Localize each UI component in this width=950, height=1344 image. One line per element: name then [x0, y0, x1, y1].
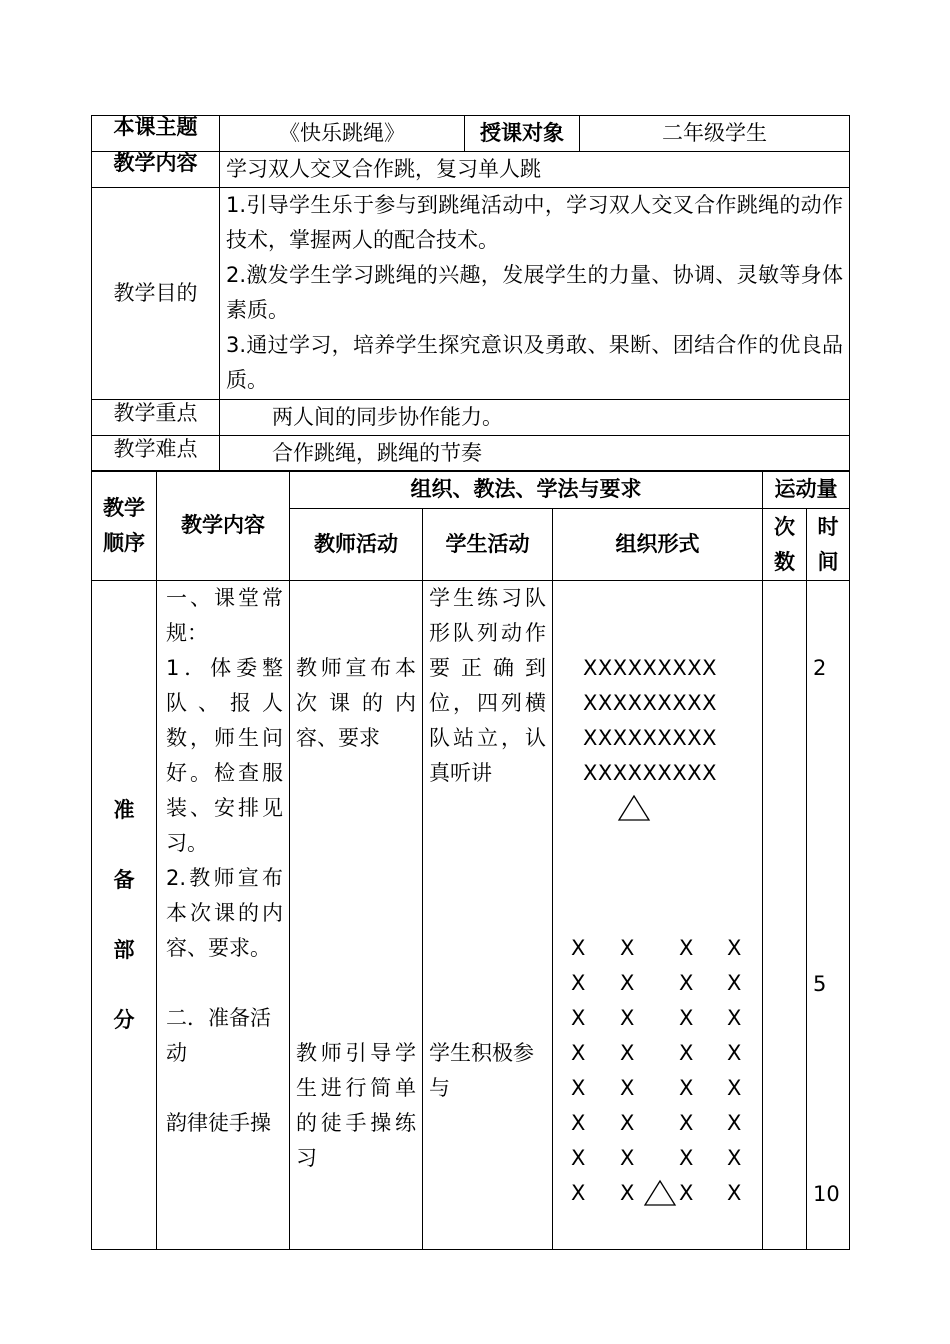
- topic-label: 本课主题: [92, 116, 220, 152]
- student-mark: X: [620, 1076, 635, 1100]
- student-mark: X: [571, 971, 586, 995]
- key-value: 两人间的同步协作能力。: [220, 400, 850, 436]
- student-mark: X: [679, 1181, 694, 1205]
- audience-value: 二年级学生: [580, 116, 850, 152]
- student-mark: X: [571, 1146, 586, 1170]
- teacher-activity-2: 教师引导学生进行简单的徒手操练习: [296, 1041, 416, 1170]
- warmup-text: 二．准备活动: [166, 1006, 271, 1065]
- header-content: 教学内容: [157, 471, 290, 581]
- routine-text: 一、课堂常规： 1．体委整队、报人数，师生问好。检查服装、安排见习。 2.教师宣布本次课的内容、要求。: [166, 586, 283, 960]
- lesson-main-table: [91, 470, 850, 1250]
- student-mark: X: [727, 1041, 742, 1065]
- topic-value: 《快乐跳绳》: [220, 116, 465, 152]
- student-activity: [423, 581, 553, 1250]
- student-mark: X: [679, 1076, 694, 1100]
- student-mark: X: [571, 936, 586, 960]
- goal-item: 3.通过学习，培养学生探究意识及勇敢、果断、团结合作的优良品质。: [226, 333, 843, 392]
- student-mark: X: [727, 1076, 742, 1100]
- student-mark: X: [571, 1181, 586, 1205]
- student-mark: X: [727, 1181, 742, 1205]
- student-mark: X: [727, 936, 742, 960]
- student-mark: X: [727, 971, 742, 995]
- formation-row: XXXXXXXXX: [583, 726, 717, 750]
- header-order: 教学 顺序: [92, 471, 157, 581]
- student-mark: X: [679, 1041, 694, 1065]
- student-mark: X: [679, 1146, 694, 1170]
- content-label: 教学内容: [92, 152, 220, 188]
- student-mark: X: [679, 1111, 694, 1135]
- student-mark: X: [620, 1041, 635, 1065]
- section-content: [157, 581, 290, 1250]
- formation-row: XXXXXXXXX: [583, 691, 717, 715]
- formation-diagram: [553, 581, 763, 1250]
- student-mark: X: [727, 1111, 742, 1135]
- time-value: 10: [813, 1182, 840, 1206]
- goal-item: 2.激发学生学习跳绳的兴趣，发展学生的力量、协调、灵敏等身体素质。: [226, 263, 843, 322]
- section-char: 部: [113, 938, 135, 962]
- student-mark: X: [620, 1006, 635, 1030]
- section-label: [92, 581, 157, 1250]
- teacher-activity-1: 教师宣布本次课的内容、要求: [296, 656, 416, 750]
- times-column: [763, 581, 807, 1250]
- time-value: 2: [813, 656, 827, 680]
- header-load: 运动量: [763, 471, 850, 509]
- header-teacher: 教师活动: [290, 509, 423, 581]
- header-student: 学生活动: [423, 509, 553, 581]
- time-value: 5: [813, 972, 827, 996]
- exercise-text: 韵律徒手操: [166, 1111, 271, 1135]
- student-mark: X: [571, 1006, 586, 1030]
- student-mark: X: [571, 1111, 586, 1135]
- student-mark: X: [679, 971, 694, 995]
- time-column: [807, 581, 850, 1250]
- lesson-header-table: [91, 115, 850, 472]
- student-activity-2: 学生积极参与: [429, 1041, 534, 1100]
- student-mark: X: [571, 1076, 586, 1100]
- student-mark: X: [620, 1181, 635, 1205]
- header-times: 次 数: [763, 509, 807, 581]
- student-mark: X: [679, 1006, 694, 1030]
- section-char: 备: [113, 868, 135, 892]
- student-mark: X: [620, 1146, 635, 1170]
- teacher-activity: [290, 581, 423, 1250]
- goals-label: 教学目的: [92, 188, 220, 400]
- student-mark: X: [620, 1111, 635, 1135]
- difficulty-value: 合作跳绳，跳绳的节奏: [220, 436, 850, 472]
- student-mark: X: [679, 936, 694, 960]
- difficulty-label: 教学难点: [92, 436, 220, 472]
- formation-row: XXXXXXXXX: [583, 761, 717, 785]
- header-form: 组织形式: [553, 509, 763, 581]
- student-mark: X: [620, 971, 635, 995]
- student-mark: X: [571, 1041, 586, 1065]
- section-char: 准: [113, 798, 135, 822]
- goals-list: [220, 188, 850, 400]
- content-value: 学习双人交叉合作跳，复习单人跳: [220, 152, 850, 188]
- student-mark: X: [727, 1006, 742, 1030]
- formation-row: XXXXXXXXX: [583, 656, 717, 680]
- goal-item: 1.引导学生乐于参与到跳绳活动中，学习双人交叉合作跳绳的动作技术，掌握两人的配合技术。: [226, 193, 843, 252]
- audience-label: 授课对象: [465, 116, 580, 152]
- header-organization: 组织、教法、学法与要求: [290, 471, 763, 509]
- student-mark: X: [727, 1146, 742, 1170]
- section-char: 分: [113, 1008, 135, 1032]
- student-mark: X: [620, 936, 635, 960]
- key-label: 教学重点: [92, 400, 220, 436]
- header-time: 时 间: [807, 509, 850, 581]
- student-activity-1: 学生练习队形队列动作要正确到位，四列横队站立，认真听讲: [429, 586, 546, 785]
